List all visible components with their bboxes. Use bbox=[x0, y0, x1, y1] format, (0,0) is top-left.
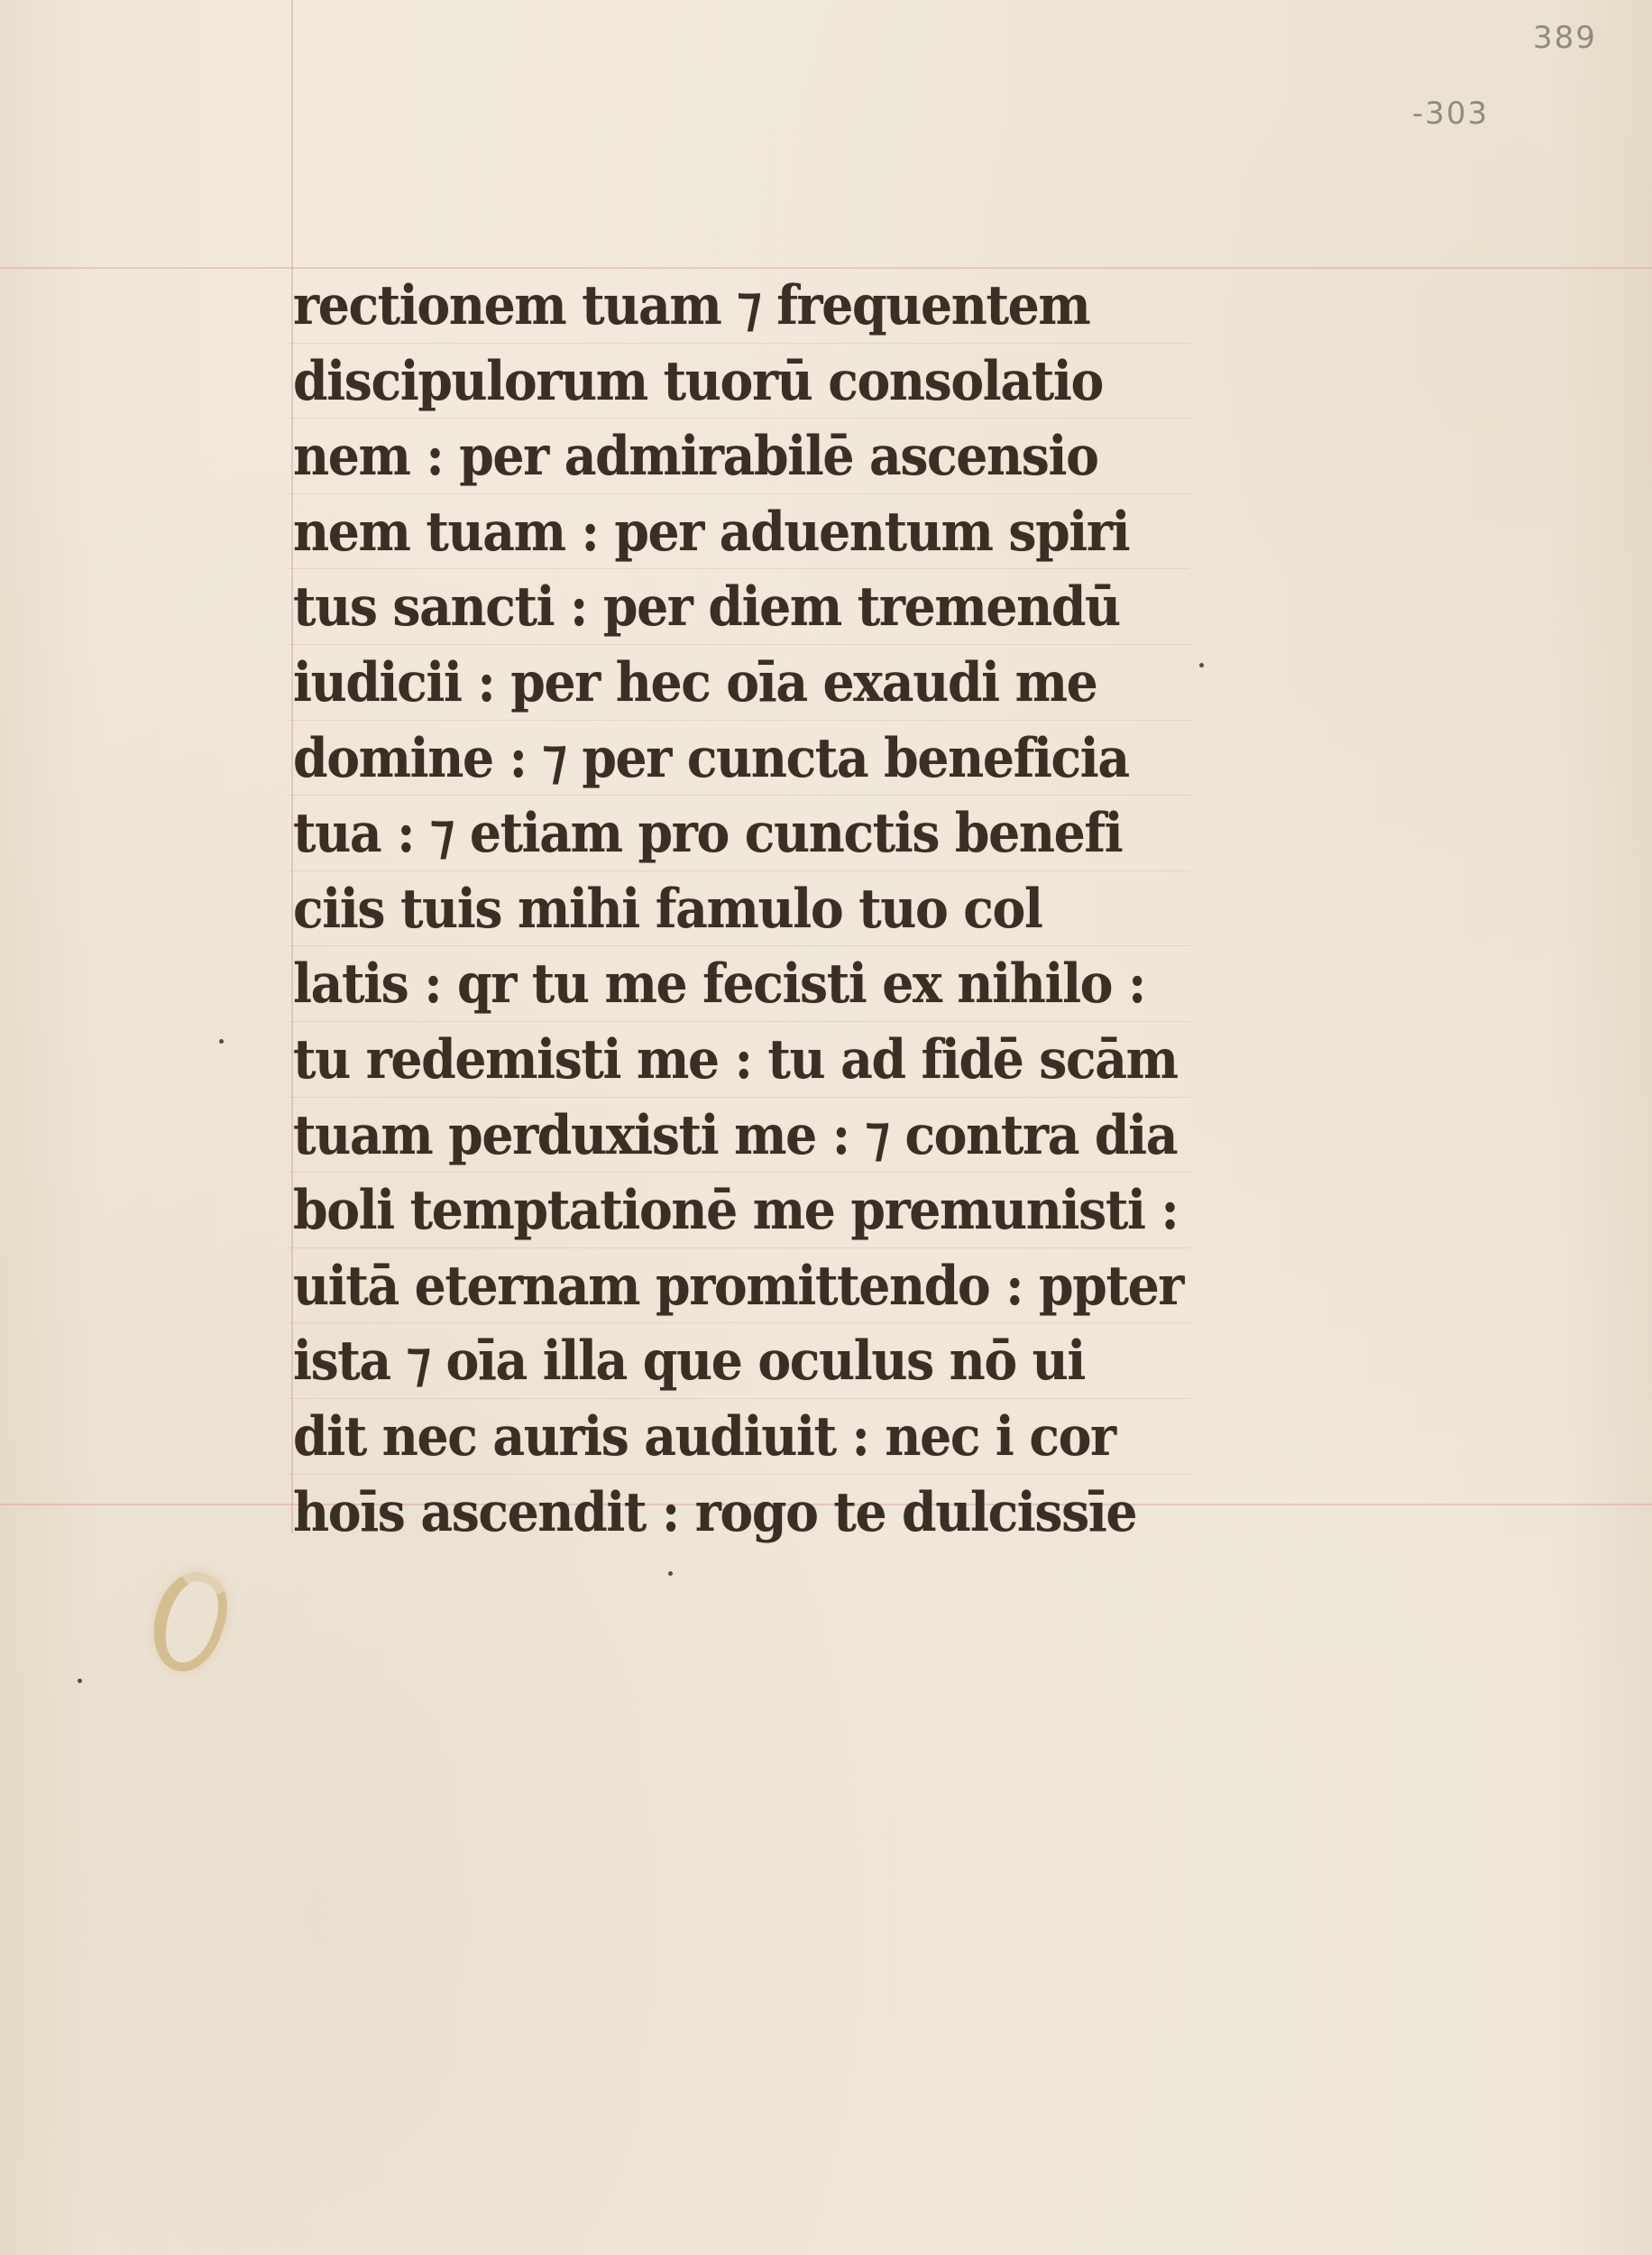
prick-mark bbox=[668, 1571, 673, 1576]
text-line: tua : ⁊ etiam pro cunctis benefi bbox=[293, 802, 1123, 866]
text-line: nem : per admirabilē ascensio bbox=[293, 425, 1098, 489]
text-line: uitā eternam promittendo : ppter bbox=[293, 1254, 1184, 1318]
prick-mark bbox=[219, 1039, 224, 1044]
text-line: dit nec auris audiuit : nec i cor bbox=[293, 1404, 1115, 1468]
text-line: boli temptationē me premunisti : bbox=[293, 1179, 1179, 1243]
text-line: hoīs ascendit : rogo te dulcissīe bbox=[293, 1480, 1137, 1544]
text-line: discipulorum tuorū consolatio bbox=[293, 349, 1103, 413]
text-line: latis : qr tu me fecisti ex nihilo : bbox=[293, 953, 1145, 1017]
text-line: iudicii : per hec oīa exaudi me bbox=[293, 650, 1097, 714]
text-line: tuam perduxisti me : ⁊ contra dia bbox=[293, 1103, 1178, 1167]
prick-mark bbox=[78, 1679, 82, 1683]
folio-number: 389 bbox=[1533, 20, 1597, 56]
text-line: nem tuam : per aduentum spiri bbox=[293, 500, 1130, 564]
text-line: domine : ⁊ per cuncta beneficia bbox=[293, 726, 1129, 790]
text-line: rectionem tuam ⁊ frequentem bbox=[293, 274, 1090, 337]
text-line: tus sancti : per diem tremendū bbox=[293, 575, 1120, 640]
old-folio-number: -303 bbox=[1412, 96, 1490, 132]
margin-dot bbox=[1199, 663, 1204, 667]
text-line: ista ⁊ oīa illa que oculus nō ui bbox=[293, 1330, 1085, 1394]
text-block bbox=[293, 269, 1240, 1551]
text-line: tu redemisti me : tu ad fidē scām bbox=[293, 1027, 1178, 1091]
text-line: ciis tuis mihi famulo tuo col bbox=[293, 877, 1042, 941]
ink-stain bbox=[142, 1563, 238, 1680]
